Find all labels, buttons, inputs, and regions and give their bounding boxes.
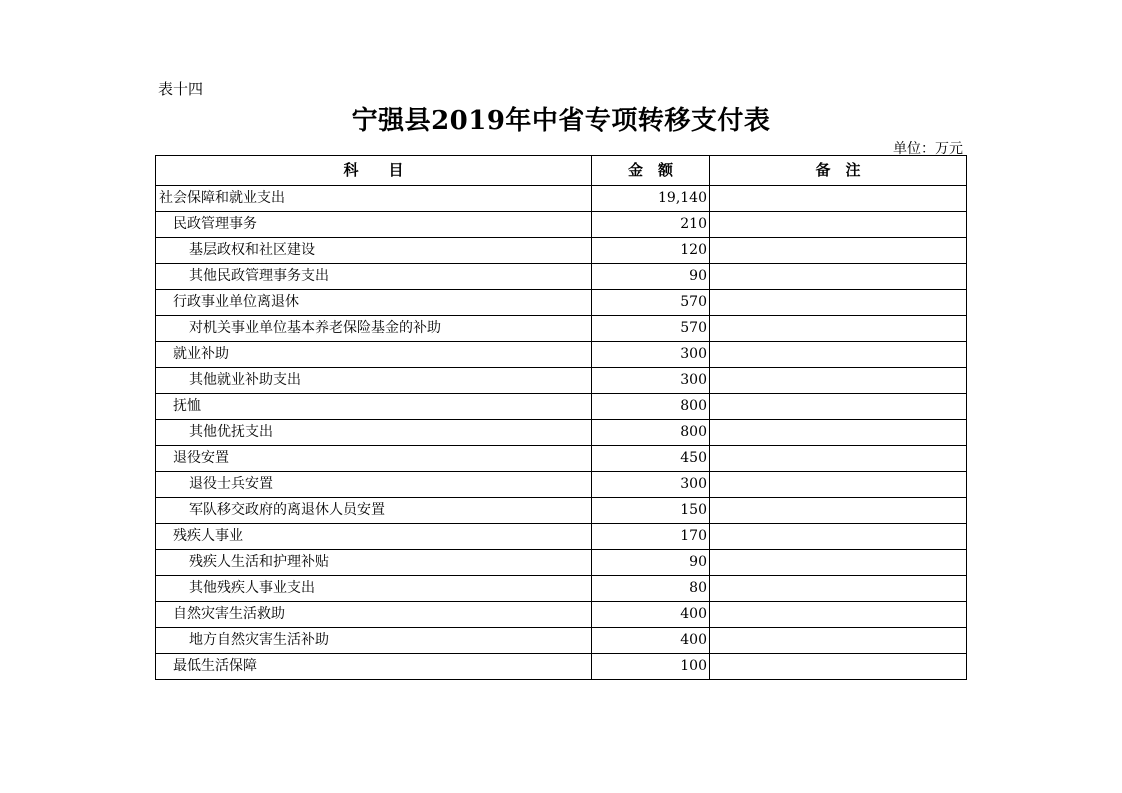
table-header-row <box>156 156 967 186</box>
remark-cell <box>710 394 967 420</box>
amount-cell: 400 <box>592 602 710 628</box>
subject-cell: 对机关事业单位基本养老保险基金的补助 <box>156 316 592 342</box>
remark-cell <box>710 576 967 602</box>
subject-cell: 军队移交政府的离退休人员安置 <box>156 498 592 524</box>
table-row <box>156 186 967 212</box>
amount-cell: 100 <box>592 654 710 680</box>
amount-cell: 170 <box>592 524 710 550</box>
table-row <box>156 524 967 550</box>
amount-cell: 90 <box>592 550 710 576</box>
subject-cell: 退役士兵安置 <box>156 472 592 498</box>
amount-cell: 210 <box>592 212 710 238</box>
subject-cell: 退役安置 <box>156 446 592 472</box>
remark-cell <box>710 654 967 680</box>
table-row <box>156 212 967 238</box>
amount-cell: 150 <box>592 498 710 524</box>
amount-cell: 120 <box>592 238 710 264</box>
table-row <box>156 654 967 680</box>
remark-cell <box>710 420 967 446</box>
table-row <box>156 576 967 602</box>
subject-cell: 残疾人事业 <box>156 524 592 550</box>
remark-cell <box>710 212 967 238</box>
subject-cell: 其他优抚支出 <box>156 420 592 446</box>
page-title: 宁强县2019年中省专项转移支付表 <box>351 106 771 136</box>
remark-cell <box>710 264 967 290</box>
table-row <box>156 342 967 368</box>
subject-cell: 民政管理事务 <box>156 212 592 238</box>
remark-cell <box>710 472 967 498</box>
table-row <box>156 472 967 498</box>
amount-cell: 570 <box>592 316 710 342</box>
remark-cell <box>710 446 967 472</box>
table-row <box>156 602 967 628</box>
table-row <box>156 238 967 264</box>
remark-cell <box>710 342 967 368</box>
remark-cell <box>710 498 967 524</box>
subject-cell: 残疾人生活和护理补贴 <box>156 550 592 576</box>
remark-cell <box>710 186 967 212</box>
remark-cell <box>710 290 967 316</box>
column-header-amount: 金 额 <box>592 156 710 186</box>
remark-cell <box>710 602 967 628</box>
subject-cell: 最低生活保障 <box>156 654 592 680</box>
amount-cell: 800 <box>592 420 710 446</box>
amount-cell: 90 <box>592 264 710 290</box>
table-row <box>156 550 967 576</box>
subject-cell: 自然灾害生活救助 <box>156 602 592 628</box>
amount-cell: 19,140 <box>592 186 710 212</box>
table-row <box>156 316 967 342</box>
table-row <box>156 498 967 524</box>
remark-cell <box>710 628 967 654</box>
table-row <box>156 264 967 290</box>
remark-cell <box>710 238 967 264</box>
amount-cell: 450 <box>592 446 710 472</box>
amount-cell: 570 <box>592 290 710 316</box>
unit-label: 单位：万元 <box>893 141 963 157</box>
amount-cell: 80 <box>592 576 710 602</box>
subject-cell: 其他民政管理事务支出 <box>156 264 592 290</box>
amount-cell: 300 <box>592 342 710 368</box>
table-row <box>156 446 967 472</box>
subject-cell: 其他就业补助支出 <box>156 368 592 394</box>
remark-cell <box>710 550 967 576</box>
subject-cell: 地方自然灾害生活补助 <box>156 628 592 654</box>
column-header-remark: 备 注 <box>710 156 967 186</box>
remark-cell <box>710 368 967 394</box>
table-body <box>156 186 967 680</box>
subject-cell: 抚恤 <box>156 394 592 420</box>
table-row <box>156 394 967 420</box>
table-row <box>156 628 967 654</box>
subject-cell: 就业补助 <box>156 342 592 368</box>
subject-cell: 社会保障和就业支出 <box>156 186 592 212</box>
subject-cell: 基层政权和社区建设 <box>156 238 592 264</box>
amount-cell: 800 <box>592 394 710 420</box>
table-row <box>156 420 967 446</box>
transfer-payment-table <box>155 155 967 680</box>
amount-cell: 300 <box>592 368 710 394</box>
remark-cell <box>710 524 967 550</box>
subject-cell: 行政事业单位离退休 <box>156 290 592 316</box>
amount-cell: 400 <box>592 628 710 654</box>
table-number: 表十四 <box>158 80 204 98</box>
remark-cell <box>710 316 967 342</box>
table-row <box>156 290 967 316</box>
subject-cell: 其他残疾人事业支出 <box>156 576 592 602</box>
column-header-subject: 科 目 <box>156 156 592 186</box>
table-row <box>156 368 967 394</box>
amount-cell: 300 <box>592 472 710 498</box>
